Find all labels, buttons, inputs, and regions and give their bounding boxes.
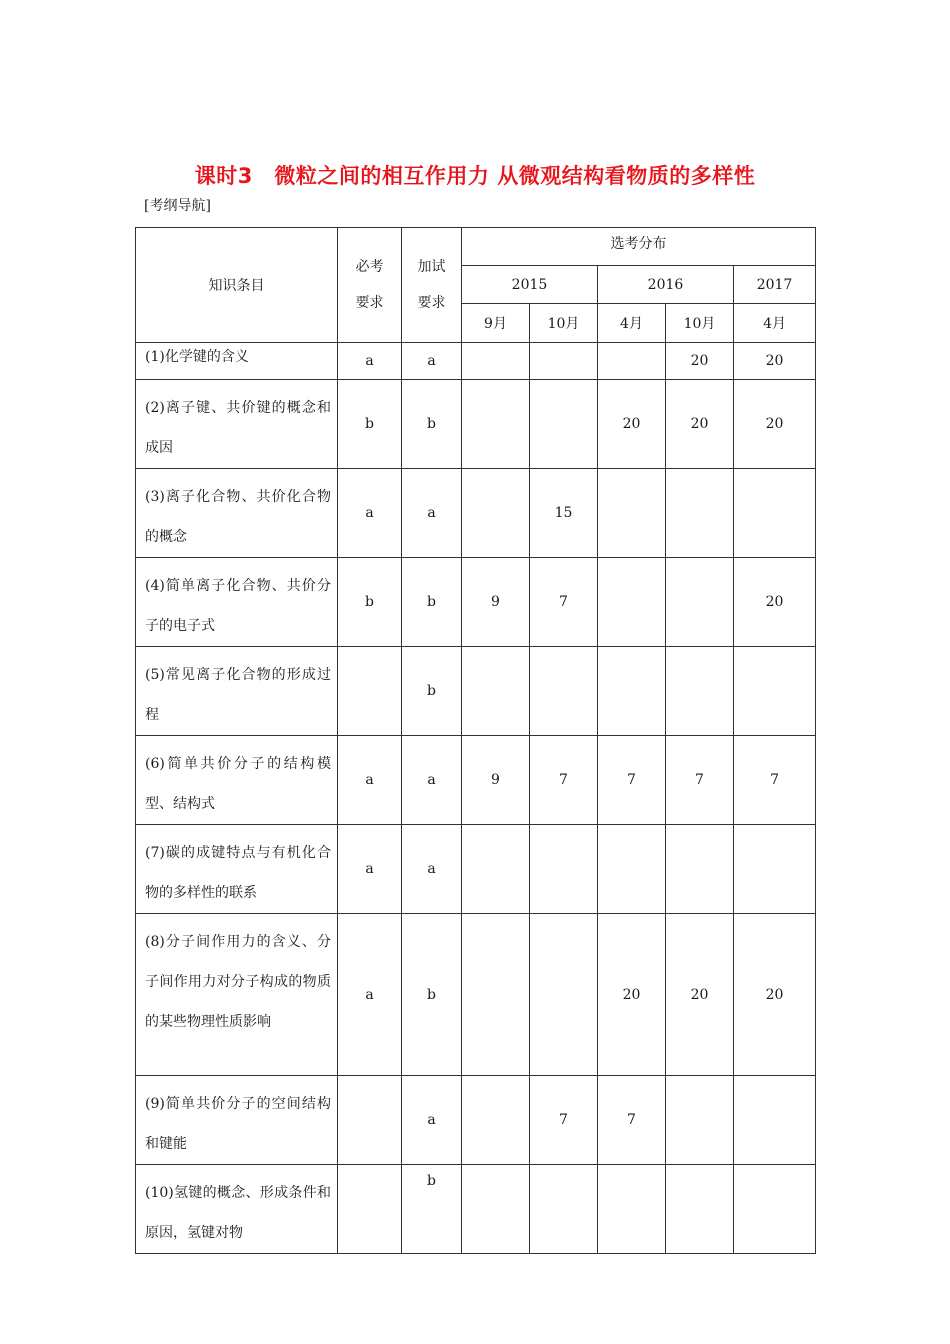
row-required: b: [338, 380, 402, 469]
row-value: [530, 914, 598, 1076]
header-required: 必考 要求: [338, 228, 402, 343]
header-month: 9月: [462, 304, 530, 343]
row-value: 7: [530, 736, 598, 825]
row-value: 9: [462, 558, 530, 647]
header-month: 10月: [666, 304, 734, 343]
header-row-1: [136, 228, 816, 266]
row-extra: b: [402, 558, 462, 647]
header-extra: 加试 要求: [402, 228, 462, 343]
row-value: [734, 1165, 816, 1254]
row-value: [462, 380, 530, 469]
row-value: 7: [530, 558, 598, 647]
row-value: [598, 825, 666, 914]
row-extra: b: [402, 1165, 462, 1254]
row-required: [338, 647, 402, 736]
row-item: (1)化学键的含义: [136, 343, 338, 380]
row-value: [734, 825, 816, 914]
row-extra: b: [402, 380, 462, 469]
row-value: [530, 380, 598, 469]
row-item: (7)碳的成键特点与有机化合物的多样性的联系: [136, 825, 338, 914]
page-title: 课时3 微粒之间的相互作用力 从微观结构看物质的多样性: [194, 164, 756, 188]
row-value: [666, 558, 734, 647]
row-item: (3)离子化合物、共价化合物的概念: [136, 469, 338, 558]
header-month: 4月: [598, 304, 666, 343]
row-value: 7: [598, 1076, 666, 1165]
header-year-2017: 2017: [734, 266, 816, 304]
row-value: 15: [530, 469, 598, 558]
row-value: [598, 1165, 666, 1254]
row-value: 20: [734, 380, 816, 469]
row-value: 7: [530, 1076, 598, 1165]
row-value: [666, 825, 734, 914]
table-row: [136, 647, 816, 736]
table-row: [136, 736, 816, 825]
row-value: 7: [598, 736, 666, 825]
row-value: 9: [462, 736, 530, 825]
row-value: [666, 1165, 734, 1254]
row-extra: a: [402, 825, 462, 914]
row-value: [598, 469, 666, 558]
table-row: [136, 343, 816, 380]
row-value: [462, 647, 530, 736]
row-value: 20: [666, 914, 734, 1076]
syllabus-table: [135, 227, 816, 1254]
row-required: a: [338, 736, 402, 825]
row-extra: a: [402, 343, 462, 380]
row-required: a: [338, 343, 402, 380]
row-extra: b: [402, 647, 462, 736]
row-value: 20: [598, 914, 666, 1076]
row-value: [462, 343, 530, 380]
row-item: (6)简单共价分子的结构模型、结构式: [136, 736, 338, 825]
row-value: [462, 825, 530, 914]
row-item: (9)简单共价分子的空间结构和键能: [136, 1076, 338, 1165]
row-value: 20: [734, 343, 816, 380]
row-value: 7: [734, 736, 816, 825]
row-extra: a: [402, 736, 462, 825]
row-value: [462, 914, 530, 1076]
row-value: 20: [666, 380, 734, 469]
table-row: [136, 825, 816, 914]
table-row: [136, 469, 816, 558]
row-required: [338, 1165, 402, 1254]
header-distribution: 选考分布: [462, 228, 816, 266]
row-value: [598, 647, 666, 736]
row-value: [462, 1076, 530, 1165]
row-item: (8)分子间作用力的含义、分子间作用力对分子构成的物质的某些物理性质影响: [136, 914, 338, 1076]
syllabus-table-container: [135, 227, 815, 1241]
row-required: a: [338, 914, 402, 1076]
row-value: [462, 469, 530, 558]
row-required: a: [338, 469, 402, 558]
row-value: [530, 343, 598, 380]
row-value: [734, 1076, 816, 1165]
row-value: [734, 647, 816, 736]
row-required: b: [338, 558, 402, 647]
header-knowledge-items: 知识条目: [136, 228, 338, 343]
row-item: (10)氢键的概念、形成条件和原因，氢键对物: [136, 1165, 338, 1254]
table-row: [136, 1165, 816, 1254]
row-value: 7: [666, 736, 734, 825]
row-value: [530, 1165, 598, 1254]
row-value: [598, 343, 666, 380]
row-value: 20: [734, 914, 816, 1076]
row-value: [666, 1076, 734, 1165]
row-value: [530, 647, 598, 736]
row-value: 20: [734, 558, 816, 647]
row-value: 20: [666, 343, 734, 380]
row-extra: a: [402, 1076, 462, 1165]
row-value: [666, 647, 734, 736]
table-row: [136, 914, 816, 1076]
row-required: a: [338, 825, 402, 914]
row-extra: a: [402, 469, 462, 558]
row-value: [666, 469, 734, 558]
row-value: 20: [598, 380, 666, 469]
table-row: [136, 380, 816, 469]
table-row: [136, 1076, 816, 1165]
row-required: [338, 1076, 402, 1165]
header-year-2015: 2015: [462, 266, 598, 304]
row-value: [598, 558, 666, 647]
header-year-2016: 2016: [598, 266, 734, 304]
section-label: [考纲导航]: [144, 198, 211, 214]
row-value: [530, 825, 598, 914]
row-value: [462, 1165, 530, 1254]
row-extra: b: [402, 914, 462, 1076]
row-value: [734, 469, 816, 558]
table-row: [136, 558, 816, 647]
row-item: (2)离子键、共价键的概念和成因: [136, 380, 338, 469]
header-month: 10月: [530, 304, 598, 343]
row-item: (5)常见离子化合物的形成过程: [136, 647, 338, 736]
header-month: 4月: [734, 304, 816, 343]
row-item: (4)简单离子化合物、共价分子的电子式: [136, 558, 338, 647]
